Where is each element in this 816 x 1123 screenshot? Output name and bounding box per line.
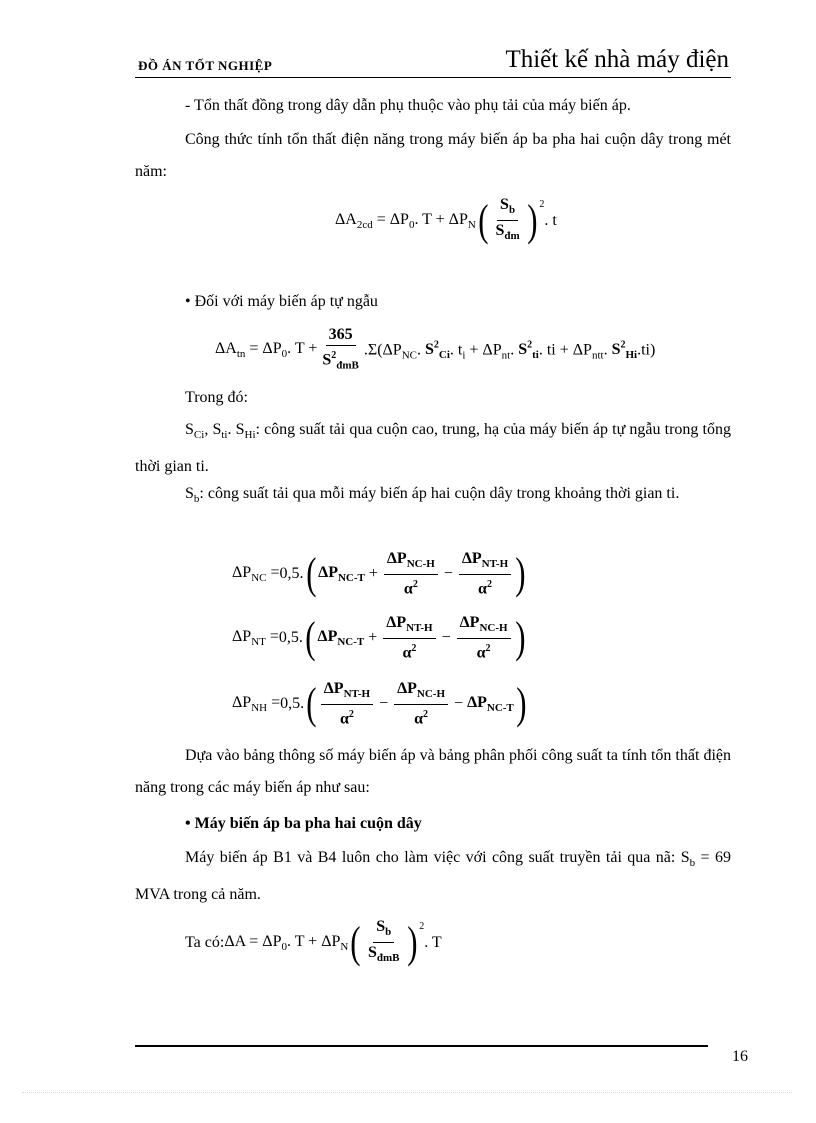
coef-nt: 0,5. [278,629,303,647]
header-rule [135,77,731,78]
paragraph-formula-intro: Công thức tính tổn thất điện năng trong máy biến áp ba pha hai cuộn dây trong mét năm: [135,131,731,180]
formula-autotransformer-loss: $\Delta A_{tn} = \Delta P_0$. T + $\frac{365}{S^2_{đmB}}$ $.\Sigma(\Delta P_{NC}$. $S^2_{Ci}$. $t_i + \Delta P_{nt}$. $S^2_{ti}$. ti + $\Delta P_{ntt}$. $S^2_{Hi}.ti$) [215,326,656,372]
paragraph-based-on-tables: Dựa vào bảng thông số máy biến áp và bảng phân phối công suất ta tính tổn thất điện năng trong các máy biến áp như sau: [135,747,731,796]
header-thesis-label: ĐỒ ÁN TỐT NGHIỆP [138,58,273,73]
page-bottom-dots [22,1092,792,1093]
b1-b4-text-b: = 69 MVA trong cả năm. [135,849,731,904]
formula-dpnh: $\Delta P_{NH}$ = 0,5. ( $\frac{\Delta P_{NT-H}}{\alpha^2}$ − $\frac{\Delta P_{NC-H}}{\alpha^2}$ − $\Delta P_{NC-T}$ ) [232,679,527,729]
formula-ta-co: Ta có: $\Delta A = \Delta P_0$. $T + \Delta P_N$ ( $\frac{S_b}{S_{đmB}}$ ) $^2$ . T [185,917,442,967]
sb-text: : công suất tải qua mỗi máy biến áp hai cuộn dây trong khoảng thời gian ti. [199,485,680,502]
fraction-365: 365 [326,326,356,346]
paragraph-copper-loss: - Tổn thất đồng trong dây dẫn phụ thuộc vào phụ tải của máy biến áp. [185,97,631,114]
sci-text: : công suất tải qua cuộn cao, trung, hạ của máy biến áp tự ngẫu trong tổng thời gian ti. [135,421,731,476]
paragraph-sb-definition [135,478,731,515]
page-number: 16 [732,1048,748,1065]
header-title: Thiết kế nhà máy điện [505,46,729,73]
sci-symbol: $S_{Ci}$, $S_{ti}$. $S_{Hi}$ [185,421,256,442]
paragraph-sci-definition [135,414,731,483]
paragraph-two-winding-heading: • Máy biến áp ba pha hai cuộn dây [185,815,422,832]
paragraph-b1-b4: Máy biến áp B1 và B4 luôn cho làm việc với công suất truyền tải qua nã: $S_b = 69$ MVA trong cả năm. [135,849,731,904]
footer-rule [135,1045,708,1047]
paragraph-where: Trong đó: [185,389,248,406]
formula-two-winding-loss: $\Delta A_{2cd} = \Delta P_0$. $T + \Delta P_N$ ( $\frac{S_b}{S_{đm}}$ ) $^2$ . t [335,195,557,245]
formula-dpnt: $\Delta P_{NT}$ = 0,5. ( $\Delta P_{NC-T}$ + $\frac{\Delta P_{NT-H}}{\alpha^2}$ − $\frac{\Delta P_{NC-H}}{\alpha^2}$ ) [232,613,526,663]
formula-dpnc: $\Delta P_{NC}$ = 0,5. ( $\Delta P_{NC-T}$ + $\frac{\Delta P_{NC-H}}{\alpha^2}$ − $\frac{\Delta P_{NT-H}}{\alpha^2}$ ) [232,549,526,599]
coef-nc: 0,5. [279,565,304,583]
ta-co-label: Ta có: [185,933,225,951]
coef-nh: 0,5. [280,695,305,713]
paragraph-autotransformer-heading: • Đối với máy biến áp tự ngẫu [185,293,378,310]
b1-b4-text-a: Máy biến áp B1 và B4 luôn cho làm việc với công suất truyền tải qua nã: S [185,849,690,866]
sb-symbol: $S_b$ [185,485,200,506]
